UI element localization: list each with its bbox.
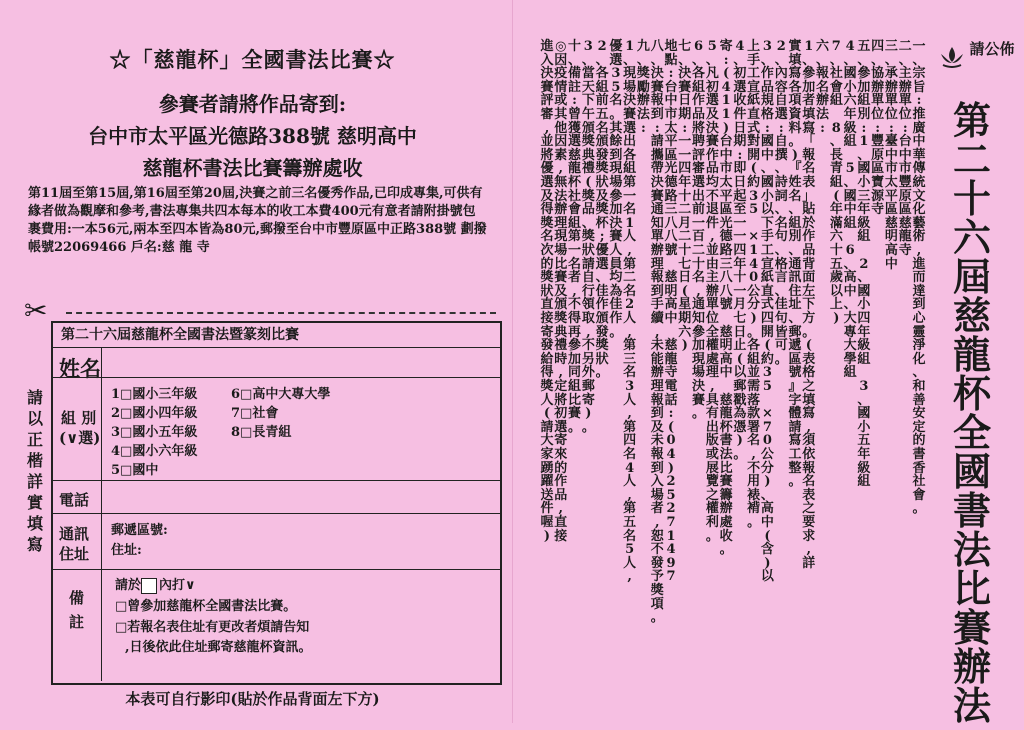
- fill-instruction-vertical: [20, 385, 50, 554]
- group-option-3[interactable]: 3□國小五年級: [111, 425, 198, 440]
- contest-title: ☆「慈龍杯」全國書法比賽☆: [109, 47, 396, 72]
- remark-label-1: 備: [69, 589, 85, 607]
- mail-recipient: 慈龍杯書法比賽籌辦處收: [142, 156, 363, 180]
- form-header: 第二十六屆慈龍杯全國書法暨篆刻比賽: [53, 323, 500, 348]
- group-option-4[interactable]: 4□國小六年級: [111, 444, 198, 459]
- scissors-icon: ✂: [24, 294, 48, 327]
- remark-label-2: 註: [69, 613, 85, 631]
- fold-line: [512, 0, 513, 723]
- remark-check-instruction: [115, 574, 196, 594]
- sample-checkbox: [141, 578, 157, 594]
- form-row-divider: [53, 480, 500, 481]
- form-row-divider: [53, 513, 500, 514]
- anthology-info: 第11屆至第15屆,第16屆至第20屆,決賽之前三名優秀作品,已印成專集,可供有緣者做為觀摩和參考,書法專集共四本每本的收工本費400元有意者請附掛號包裹費用:一本56元,兩本至四本皆為80元,郵撥至台中市豐原區中正路388號 劃撥帳號22069466 戶名:慈 龍 寺: [28, 186, 487, 255]
- lotus-logo-icon: [938, 44, 966, 68]
- vertical-text: 請 以 正 楷 詳 實 填 寫: [26, 388, 43, 554]
- mail-instruction: 參賽者請將作品寄到:: [158, 92, 347, 116]
- address-field[interactable]: 住址:: [111, 543, 142, 558]
- group-option-2[interactable]: 2□國小四年級: [111, 406, 198, 421]
- participated-before-checkbox[interactable]: □曾參加慈龍杯全國書法比賽。: [115, 599, 297, 614]
- cut-line: [66, 312, 496, 314]
- group-option-7[interactable]: 7□社會: [231, 406, 279, 421]
- group-option-1[interactable]: 1□國小三年級: [111, 387, 198, 402]
- notice-label: 請公佈: [969, 40, 1015, 58]
- group-note: (∨選): [59, 429, 101, 447]
- group-option-5[interactable]: 5□國中: [111, 463, 159, 478]
- group-label: 組 別: [61, 409, 97, 427]
- name-label: 姓名: [59, 356, 101, 381]
- address-changed-checkbox[interactable]: □若報名表住址有更改者煩請告知: [115, 620, 310, 635]
- photocopy-note: 本表可自行影印(貼於作品背面左下方): [125, 690, 380, 708]
- address-label-1: 通訊: [59, 525, 90, 543]
- vertical-text: 第 二 十 六 屆 慈 龍 杯 全 國 書 法 比 賽 辦 法: [952, 98, 991, 728]
- entry-form-panel: [0, 0, 505, 723]
- remark-line1-a: 請於: [115, 578, 142, 593]
- postal-code-field[interactable]: 郵遞區號:: [111, 523, 168, 538]
- remark-line1-b: 內打∨: [159, 578, 196, 593]
- address-changed-note: ,日後依此住址郵寄慈龍杯資訊。: [125, 640, 312, 655]
- form-row-divider: [53, 377, 500, 378]
- form-row-divider: [53, 569, 500, 570]
- registration-form: [51, 321, 502, 685]
- form-column-divider: [101, 348, 102, 681]
- mail-address: 台中市太平區光德路388號 慈明高中: [88, 124, 417, 148]
- group-option-6[interactable]: 6□高中大專大學: [231, 387, 331, 402]
- address-label-2: 住址: [59, 545, 90, 563]
- phone-label: 電話: [59, 491, 90, 509]
- group-option-8[interactable]: 8□長青組: [231, 425, 292, 440]
